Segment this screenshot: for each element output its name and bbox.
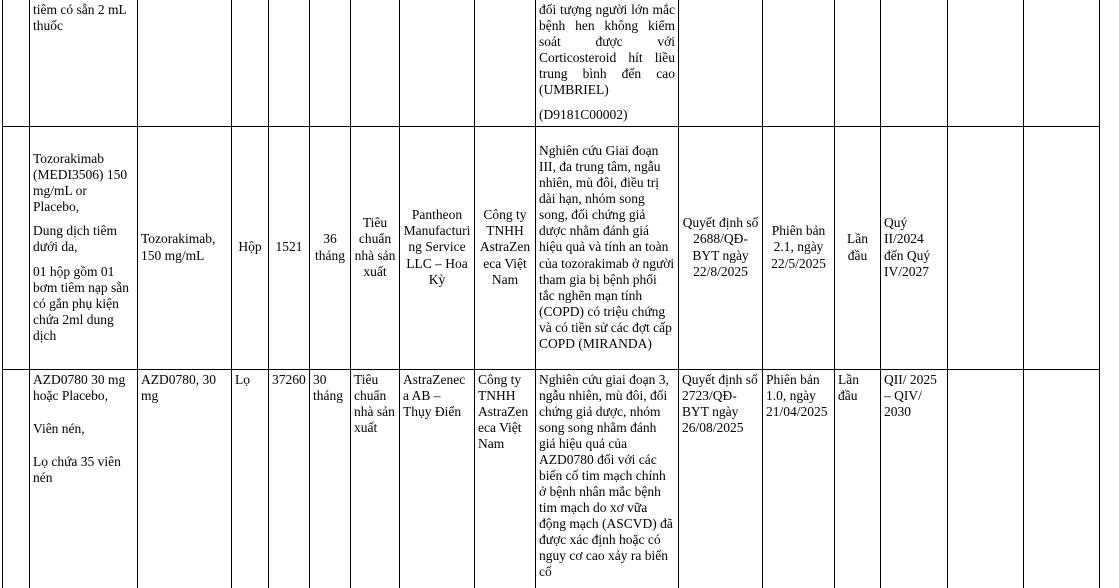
ingredient-cell: Tozorakimab, 150 mg/mL <box>138 126 232 369</box>
unit-cell: Lọ <box>232 369 269 588</box>
approval-round-cell <box>835 0 881 126</box>
shelf-life-cell: 30 tháng <box>310 369 351 588</box>
product-text: AZD0780 30 mg hoặc Placebo, <box>33 371 126 403</box>
clinical-trial-table <box>2 0 1100 588</box>
sponsor-cell <box>475 0 536 126</box>
index-cell <box>3 369 30 588</box>
study-cell: Nghiên cứu giai đoạn 3, ngẫu nhiên, mù đôi, đối chứng giả dược, nhóm song song nhằm đánh giá hiệu quả của AZD0780 đối với các biến cố tim mạch chính ở bệnh nhân mắc bệnh tim mạch do xơ vữa động mạch (ASCVD) đã được xác định hoặc có nguy cơ cao xảy ra biến cố <box>536 369 679 588</box>
standard-cell <box>351 0 400 126</box>
timeline-cell: Quý II/2024 đến Quý IV/2027 <box>881 126 948 369</box>
study-code: (D9181C00002) <box>539 107 628 123</box>
decision-cell: Quyết định số 2723/QĐ-BYT ngày 26/08/2025 <box>679 369 763 588</box>
standard-cell: Tiêu chuẩn nhà sản xuất <box>351 369 400 588</box>
shelf-life-cell: 36 tháng <box>310 126 351 369</box>
study-cell: Nghiên cứu Giai đoạn III, đa trung tâm, ngẫu nhiên, mù đôi, điều trị dài hạn, nhóm song song, đối chứng giả dược nhằm đánh giá hiệu quả và tính an toàn của tozorakimab ở người tham gia bị bệnh phổi tắc nghẽn mạn tính (COPD) có triệu chứng và có tiền sử các đợt cấp COPD (MIRANDA) <box>536 126 679 369</box>
empty-cell <box>948 126 1024 369</box>
product-text: Lọ chứa 35 viên nén <box>33 453 121 485</box>
product-text: 01 hộp gồm 01 bơm tiêm nạp sẵn có gắn phụ kiện chứa 2ml dung dịch <box>33 263 129 343</box>
ingredient-cell <box>138 0 232 126</box>
manufacturer-cell <box>400 0 475 126</box>
decision-cell: Quyết định số 2688/QĐ-BYT ngày 22/8/2025 <box>679 126 763 369</box>
manufacturer-cell: Pantheon Manufacturing Service LLC – Hoa Kỳ <box>400 126 475 369</box>
approval-round-cell: Lần đầu <box>835 126 881 369</box>
quantity-cell: 37260 <box>269 369 310 588</box>
decision-cell <box>679 0 763 126</box>
study-cell <box>536 0 679 126</box>
product-text: Dung dịch tiêm dưới da, <box>33 223 117 255</box>
product-text: Tozorakimab (MEDI3506) 150 mg/mL or Placebo, <box>33 151 128 215</box>
ingredient-cell: AZD0780, 30 mg <box>138 369 232 588</box>
product-text: tiêm có sẵn 2 mL thuốc <box>33 2 127 34</box>
sponsor-cell: Công ty TNHH AstraZeneca Việt Nam <box>475 126 536 369</box>
study-text: đối tượng người lớn mắc bệnh hen không kiểm soát được với Corticosteroid hít liều trung bình đến cao (UMBRIEL) <box>539 2 675 98</box>
empty-cell <box>1024 126 1100 369</box>
manufacturer-cell: AstraZeneca AB – Thụy Điển <box>400 369 475 588</box>
standard-cell: Tiêu chuẩn nhà sản xuất <box>351 126 400 369</box>
sponsor-cell: Công ty TNHH AstraZeneca Việt Nam <box>475 369 536 588</box>
table-row-tozorakimab <box>3 126 1100 369</box>
timeline-cell <box>881 0 948 126</box>
quantity-cell <box>269 0 310 126</box>
index-cell <box>3 0 30 126</box>
version-cell <box>763 0 835 126</box>
shelf-life-cell <box>310 0 351 126</box>
product-cell <box>30 369 138 588</box>
unit-cell <box>232 0 269 126</box>
empty-cell <box>1024 369 1100 588</box>
unit-cell: Hộp <box>232 126 269 369</box>
product-text: Viên nén, <box>33 420 85 436</box>
approval-round-cell: Lần đầu <box>835 369 881 588</box>
quantity-cell: 1521 <box>269 126 310 369</box>
version-cell: Phiên bản 1.0, ngày 21/04/2025 <box>763 369 835 588</box>
empty-cell <box>948 0 1024 126</box>
index-cell <box>3 126 30 369</box>
table-row-continued <box>3 0 1100 126</box>
product-cell <box>30 126 138 369</box>
timeline-cell: QII/ 2025 – QIV/ 2030 <box>881 369 948 588</box>
table-row-azd0780 <box>3 369 1100 588</box>
empty-cell <box>1024 0 1100 126</box>
version-cell: Phiên bản 2.1, ngày 22/5/2025 <box>763 126 835 369</box>
product-cell <box>30 0 138 126</box>
empty-cell <box>948 369 1024 588</box>
